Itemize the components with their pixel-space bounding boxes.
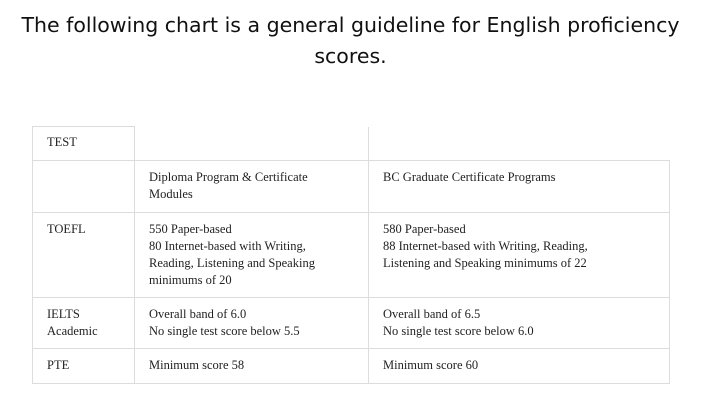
table-row (33, 213, 670, 298)
row-label-ielts: IELTS Academic (33, 298, 135, 349)
column-header-diploma: Diploma Program & Certificate Modules (135, 161, 369, 213)
table-row-columns (33, 161, 670, 213)
page-heading (0, 10, 701, 72)
ielts-bc-cell: Overall band of 6.5 No single test score below 6.0 (369, 298, 670, 349)
pte-diploma-cell: Minimum score 58 (135, 349, 369, 384)
ielts-diploma-cell: Overall band of 6.0 No single test score below 5.5 (135, 298, 369, 349)
row-label-toefl: TOEFL (33, 213, 135, 298)
test-header: TEST (47, 135, 77, 149)
test-header-cell (33, 127, 135, 161)
blank-header-area-2 (369, 127, 670, 161)
table-row-test (33, 127, 670, 161)
heading-line-2: scores. (314, 44, 387, 68)
empty-corner-cell (33, 161, 135, 213)
table-row (33, 298, 670, 349)
toefl-diploma-cell: 550 Paper-based 80 Internet-based with Writing, Reading, Listening and Speaking minimums of 20 (135, 213, 369, 298)
column-header-bc: BC Graduate Certificate Programs (369, 161, 670, 213)
blank-header-area (135, 127, 369, 161)
table-row (33, 349, 670, 384)
row-label-pte: PTE (33, 349, 135, 384)
heading-line-1: The following chart is a general guideline for English proficiency (21, 13, 680, 37)
pte-bc-cell: Minimum score 60 (369, 349, 670, 384)
proficiency-table (32, 126, 670, 384)
toefl-bc-cell: 580 Paper-based 88 Internet-based with Writing, Reading, Listening and Speaking minimums of 22 (369, 213, 670, 298)
